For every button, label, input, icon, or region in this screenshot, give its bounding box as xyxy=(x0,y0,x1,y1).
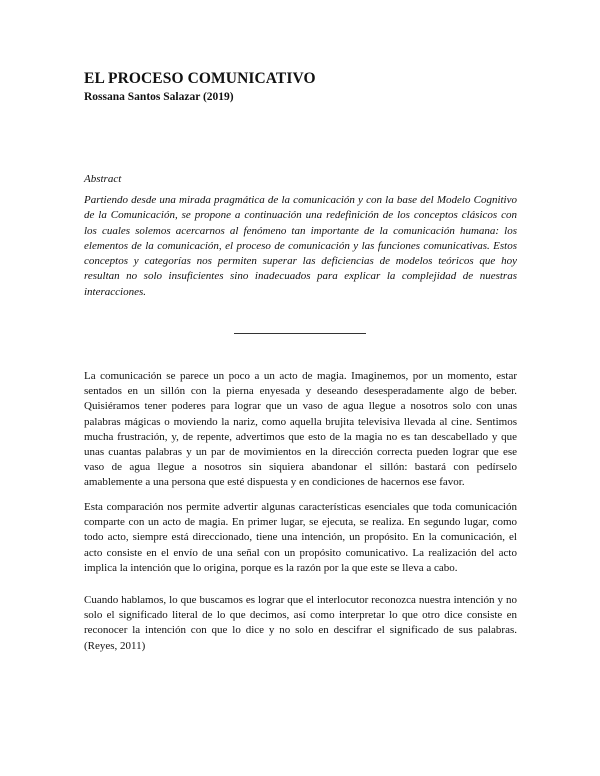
body-paragraph-2: Esta comparación nos permite advertir algunas características esenciales que toda comunicación comparte con un acto de magia. En primer lugar, se ejecuta, se realiza. En segundo lugar, como todo acto, siempre está direccionado, tiene una intención, un propósito. En la comunicación, el acto consiste en el envío de una señal con un propósito comunicativo. La realización del acto implica la intención que lo origina, porque es la razón por la que este se lleva a cabo. xyxy=(84,501,517,574)
document-author: Rossana Santos Salazar (2019) xyxy=(84,91,234,103)
section-divider xyxy=(234,333,366,334)
document-title: EL PROCESO COMUNICATIVO xyxy=(84,70,316,87)
body-paragraph-3: Cuando hablamos, lo que buscamos es lograr que el interlocutor reconozca nuestra intención y no solo el significado literal de lo que decimos, así como interpretar lo que otro dice consiste en reconocer la intención con que lo dice y no solo en descifrar el significado de sus palabras. (Reyes, 2011) xyxy=(84,594,517,652)
abstract-text: Partiendo desde una mirada pragmática de la comunicación y con la base del Modelo Cognitivo de la Comunicación, se propone a continuación una redefinición de los conceptos clásicos con los cuales solemos acercarnos al fenómeno tan importante de la comunicación humana: los elementos de la comunicación, el proceso de comunicación y las funciones comunicativas. Estos conceptos y categorías nos permiten superar las deficiencias de modelos teóricos que hoy resultan no solo insuficientes sino inadecuados para explicar la complejidad de nuestras interacciones. xyxy=(84,194,517,298)
body-paragraph-1: La comunicación se parece un poco a un acto de magia. Imaginemos, por un momento, estar sentados en un sillón con la pierna enyesada y deseando desesperadamente algo de beber. Quisiéramos tener poderes para lograr que un vaso de agua llegue a nosotros solo con unas palabras mágicas o moviendo la nariz, como aquella brujita televisiva llevada al cine. Sentimos mucha frustración, y, de repente, advertimos que esto de la magia no es tan descabellado y que unas cuantas palabras y un par de movimientos en la dirección correcta pueden lograr que ese vaso de agua llegue a nosotros sin siquiera abandonar el sillón: bastará con pedírselo amablemente a una persona que esté dispuesta y en condiciones de hacernos ese favor. xyxy=(84,370,517,489)
abstract-heading: Abstract xyxy=(84,173,122,185)
